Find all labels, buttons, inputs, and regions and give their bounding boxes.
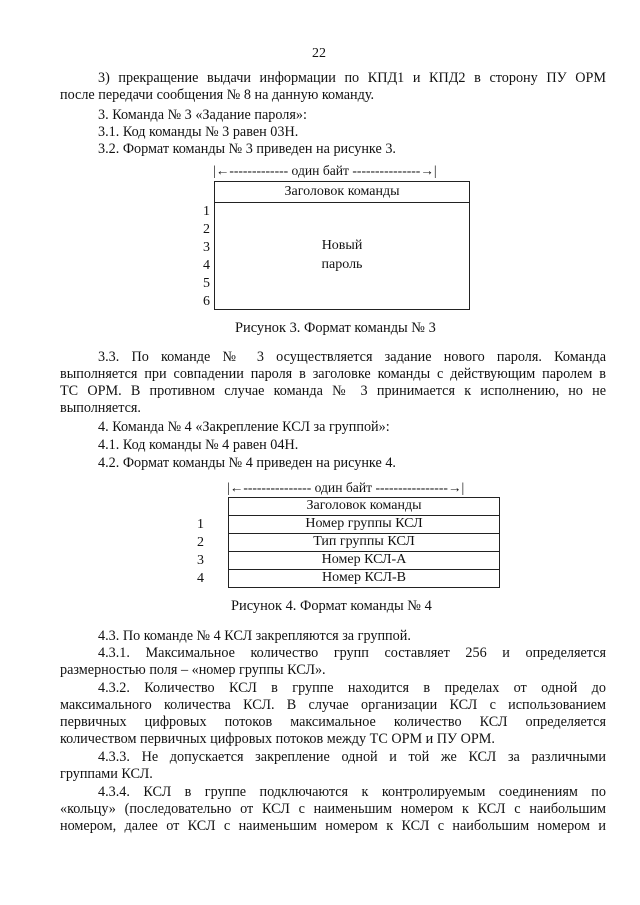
p434-line-1: 4.3.4. КСЛ в группе подключаются к контролируемым соединениям по: [98, 784, 606, 800]
fig3-row-num: 3: [203, 240, 210, 255]
sec3-title: 3. Команда № 3 «Задание пароля»:: [98, 107, 307, 123]
p433-line-1: 4.3.3. Не допускается закрепление одной и той же КСЛ за различными: [98, 749, 606, 765]
p431-line-1: 4.3.1. Максимальное количество групп составляет 256 и определяется: [98, 645, 606, 661]
p434-line-2: «кольцу» (последовательно от КСЛ с наименьшим номером к КСЛ с наибольшим: [60, 801, 606, 817]
fig4-row-num: 4: [197, 571, 204, 586]
intro-line-2: после передачи сообщения № 8 на данную команду.: [60, 87, 375, 103]
p33-line-1: 3.3. По команде № 3 осуществляется задание нового пароля. Команда: [98, 349, 606, 365]
sec4-item-1: 4.1. Код команды № 4 равен 04Н.: [98, 437, 299, 453]
fig4-row-cell: Номер группы КСЛ: [228, 515, 500, 534]
sec3-item-2: 3.2. Формат команды № 3 приведен на рисунке 3.: [98, 141, 396, 157]
fig4-byte-label: |←--------------- один байт ----------------→|: [227, 480, 465, 495]
fig3-header-cell: Заголовок команды: [214, 181, 470, 203]
p43-title: 4.3. По команде № 4 КСЛ закрепляются за группой.: [98, 628, 411, 644]
fig3-row-num: 4: [203, 258, 210, 273]
fig4-row-num: 1: [197, 517, 204, 532]
page-number: 22: [312, 46, 326, 61]
p434-line-3: номером, далее от КСЛ с наименьшим номером к КСЛ с наибольшим номером и: [60, 818, 606, 834]
fig3-body-line-1: Новый: [321, 238, 363, 253]
p433-line-2: группами КСЛ.: [60, 766, 153, 782]
intro-line-1: 3) прекращение выдачи информации по КПД1 и КПД2 в сторону ПУ ОРМ: [98, 70, 606, 86]
fig3-row-num: 6: [203, 294, 210, 309]
fig3-caption: Рисунок 3. Формат команды № 3: [235, 320, 436, 336]
fig4-row-cell: Номер КСЛ-В: [228, 569, 500, 588]
p432-line-3: первичных цифровых потоков максимальное количество КСЛ определяется: [60, 714, 606, 730]
p432-line-2: максимального количества КСЛ. В случае организации КСЛ с использованием: [60, 697, 606, 713]
fig4-row-num: 2: [197, 535, 204, 550]
fig3-body-line-2: пароль: [321, 257, 363, 272]
fig3-row-num: 5: [203, 276, 210, 291]
fig3-password-cell: [214, 202, 470, 310]
p432-line-4: количеством первичных цифровых потоков между ТС ОРМ и ПУ ОРМ.: [60, 731, 495, 747]
fig3-row-num: 1: [203, 204, 210, 219]
fig4-header-cell: Заголовок команды: [228, 497, 500, 516]
fig4-row-cell: Номер КСЛ-А: [228, 551, 500, 570]
fig4-row-cell: Тип группы КСЛ: [228, 533, 500, 552]
p432-line-1: 4.3.2. Количество КСЛ в группе находится в пределах от одной до: [98, 680, 606, 696]
p33-line-2: выполняется при совпадении пароля в заголовке команды с действующим паролем в: [60, 366, 606, 382]
fig3-byte-label: |←------------- один байт ---------------→|: [213, 163, 437, 178]
fig3-row-num: 2: [203, 222, 210, 237]
sec4-title: 4. Команда № 4 «Закрепление КСЛ за группой»:: [98, 419, 390, 435]
fig4-row-num: 3: [197, 553, 204, 568]
p431-line-2: размерностью поля – «номер группы КСЛ».: [60, 662, 326, 678]
sec4-item-2: 4.2. Формат команды № 4 приведен на рисунке 4.: [98, 455, 396, 471]
sec3-item-1: 3.1. Код команды № 3 равен 03Н.: [98, 124, 299, 140]
p33-line-4: выполняется.: [60, 400, 141, 416]
p33-line-3: ТС ОРМ. В противном случае команда № 3 принимается к исполнению, но не: [60, 383, 606, 399]
fig4-caption: Рисунок 4. Формат команды № 4: [231, 598, 432, 614]
